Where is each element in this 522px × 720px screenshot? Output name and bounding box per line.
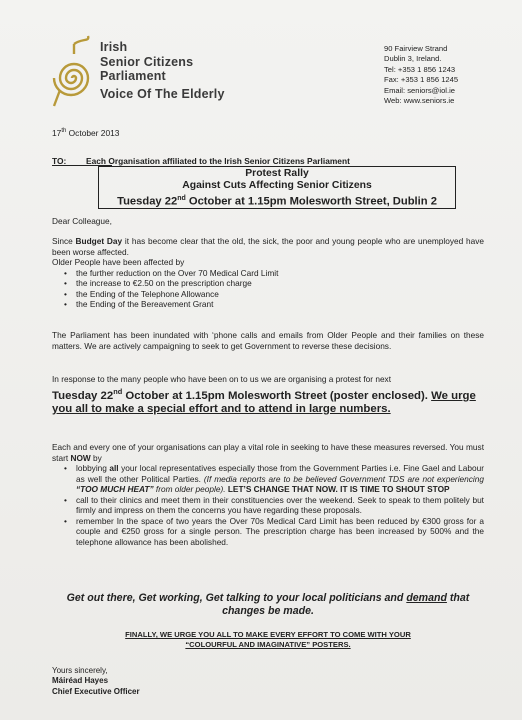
inundated-paragraph: The Parliament has been inundated with ‘phone calls and emails from Older People and their families on these matters. We are actively campaigning to seek to get Government to reverse these decisions.	[52, 330, 484, 351]
event-day-suffix: nd	[177, 194, 186, 202]
list-item	[52, 463, 484, 495]
event-title-box	[98, 166, 456, 209]
action-media-note: (If media reports are to be believed Government TDS are not experiencing	[203, 473, 484, 484]
org-tagline: Voice Of The Elderly	[100, 86, 225, 101]
event-day: Tuesday 22	[117, 195, 178, 208]
date-rest: October 2013	[66, 128, 120, 138]
final-urge	[52, 630, 484, 650]
action-shout-stop: LET’S CHANGE THAT NOW. IT IS TIME TO SHOUT STOP	[227, 484, 450, 494]
action-media-note: from older people).	[153, 484, 228, 494]
fax-line: Fax: +353 1 856 1245	[384, 75, 459, 85]
organisations-text: by	[90, 452, 102, 463]
date-day: 17	[52, 128, 62, 138]
org-line-irish: Irish	[100, 40, 128, 54]
org-line-parliament: Parliament	[100, 69, 166, 83]
protest-details	[52, 386, 484, 415]
signoff	[52, 666, 140, 697]
call-to-action-text: that changes be made.	[222, 592, 470, 617]
date-suffix: th	[61, 128, 67, 135]
event-title-line3	[99, 193, 455, 208]
signatory-name: Máiréad Hayes	[52, 676, 109, 686]
response-paragraph: In response to the many people who have been on to us we are organising a protest for next	[52, 374, 392, 384]
final-urge-line2: “COLOURFUL AND IMAGINATIVE” POSTERS.	[185, 640, 351, 649]
spiral-harp-logo-icon	[52, 32, 96, 108]
protest-time-place: October at 1.15pm Molesworth Street (poster enclosed).	[122, 389, 432, 402]
final-urge-line1: FINALLY, WE URGE YOU ALL TO MAKE EVERY EFFORT TO COME WITH YOUR	[125, 630, 411, 639]
address-line: 90 Fairview Strand	[384, 44, 448, 53]
letter-date	[52, 128, 119, 138]
action-too-much-heat: “TOO MUCH HEAT”	[76, 484, 154, 494]
list-item: • remember In the space of two years the Over 70s Medical Card Limit has been reduced by €300 gross for a couple and €250 gross for a single person. The prescription charge has been increased by 500% and the telephone allowance has been abolished.	[52, 516, 484, 548]
recipient-text: Each Organisation affiliated to the Irish Senior Citizens Parliament	[86, 156, 350, 166]
list-item: • the increase to €2.50 on the prescription charge	[52, 278, 484, 289]
call-to-action-text: Get out there, Get working, Get talking to your local politicians and	[66, 592, 407, 604]
action-text: your local representatives especially those from the Government Parties i.e. Fine Gael and Labour as well the other Political Parties.	[76, 463, 484, 484]
closing: Yours sincerely,	[52, 666, 108, 675]
now-emphasis: NOW	[70, 452, 91, 463]
demand-emphasis: demand	[406, 592, 447, 604]
to-label: TO:	[52, 156, 67, 166]
organisations-text: Each and every one of your organisations can play a vital role in seeking to have these measures reversed. You must start	[52, 442, 484, 463]
list-item: • the Ending of the Bereavement Grant	[52, 299, 484, 310]
list-item: • the further reduction on the Over 70 Medical Card Limit	[52, 268, 484, 279]
protest-urge: We urge you all to make a special effort and to attend in large numbers.	[52, 389, 476, 415]
event-title-line2: Against Cuts Affecting Senior Citizens	[182, 180, 372, 192]
list-item: • call to their clinics and meet them in their constituencies over the weekend. Seek to speak to them politely but firmly and impress on them the concerns you have regarding these proposals.	[52, 495, 484, 516]
intro-text: it has become clear that the old, the sick, the poor and young people who are unemployed have been worse affected.	[52, 236, 484, 257]
web-line: Web: www.seniors.ie	[384, 96, 455, 106]
greeting: Dear Colleague,	[52, 216, 112, 226]
contact-address	[384, 44, 458, 106]
call-to-action	[52, 592, 484, 617]
list-item: • the Ending of the Telephone Allowance	[52, 289, 484, 300]
action-text: lobbying	[76, 463, 110, 473]
address-line: Dublin 3, Ireland.	[384, 54, 442, 64]
action-list	[52, 463, 484, 547]
protest-day: Tuesday 22	[52, 389, 114, 402]
signatory-title: Chief Executive Officer	[52, 686, 140, 696]
organisations-paragraph	[52, 442, 484, 547]
organisation-name	[100, 40, 225, 101]
intro-budget-day: Budget Day	[75, 236, 123, 246]
event-time-place: October at 1.15pm Molesworth Street, Dublin 2	[185, 195, 437, 208]
intro-text: Since	[52, 236, 76, 246]
email-line: Email: seniors@iol.ie	[384, 85, 456, 95]
intro-affected-lead: Older People have been affected by	[52, 257, 185, 267]
action-all: all	[109, 463, 119, 473]
org-line-senior-citizens: Senior Citizens	[100, 54, 194, 69]
intro-paragraph	[52, 236, 484, 310]
affected-list	[52, 268, 484, 310]
protest-day-suffix: nd	[113, 387, 123, 396]
event-title-line1: Protest Rally	[245, 168, 309, 179]
phone-line: Tel: +353 1 856 1243	[384, 64, 456, 74]
